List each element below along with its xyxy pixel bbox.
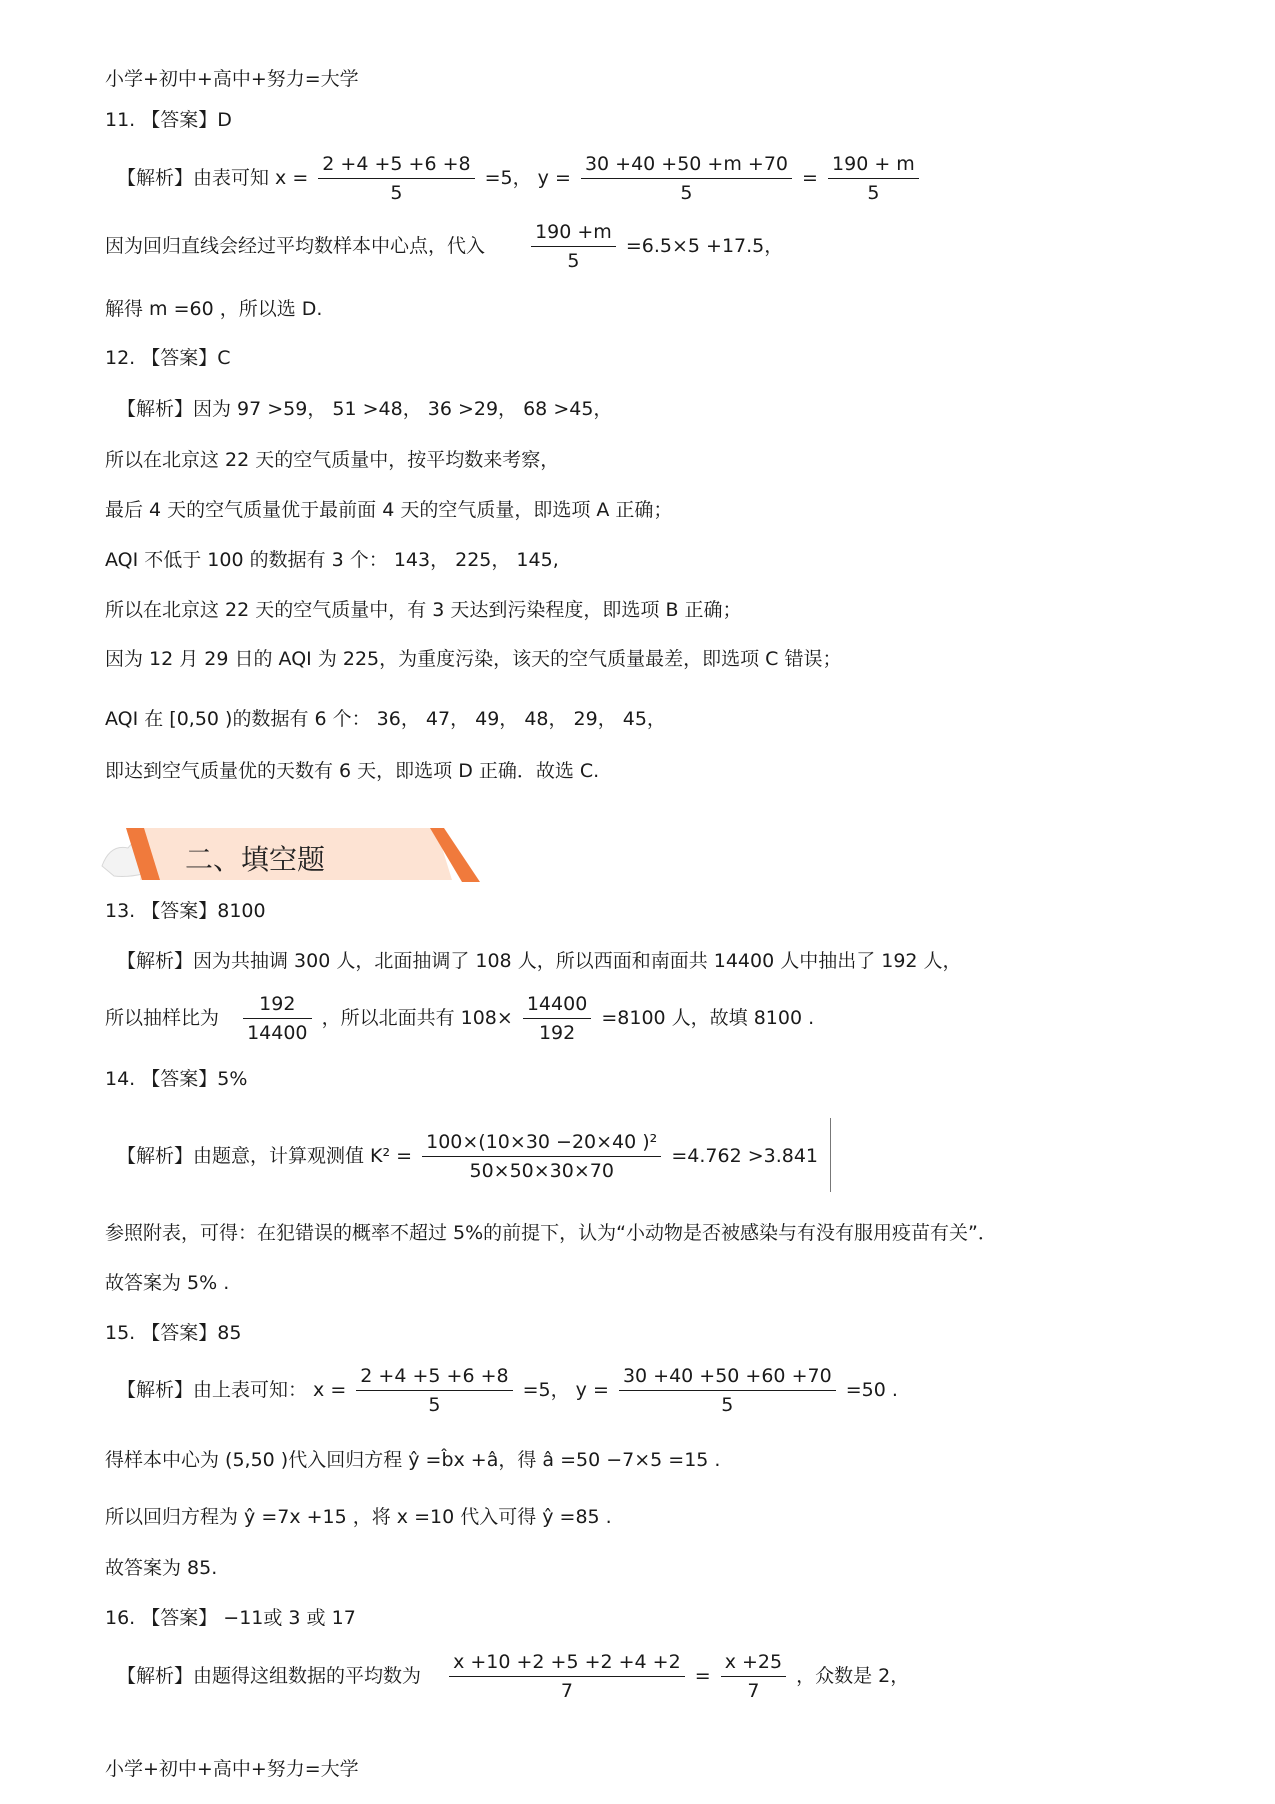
- q12-line7: AQI 在 [0,50 )的数据有 6 个： 36， 47， 49， 48， 29， 45，: [105, 708, 666, 730]
- q14-frac-k2: $\frac{\text{100×(10×30 −20×40 )²}}{50\times 50\times 30\times 70}$: [422, 1128, 661, 1185]
- q11-frac-sub: $\frac{190 +m}{5}$: [531, 218, 616, 275]
- q16-l1-text-a: 【解析】由题得这组数据的平均数为: [117, 1665, 422, 1687]
- q12-answer: 12. 【答案】C: [105, 347, 231, 369]
- q11-frac-ybar: $\frac{30 +40 +50 +m +70}{5}$: [581, 150, 792, 207]
- q16-l1-text-b: =: [694, 1665, 711, 1687]
- q15-line2: 得样本中心为 (5,50 )代入回归方程 ŷ =b̂x +â，得 â =50 −7×5 =15 .: [105, 1449, 721, 1471]
- q13-line2: [105, 990, 814, 1047]
- q12-line6: 因为 12 月 29 日的 AQI 为 225，为重度污染，该天的空气质量最差，即选项 C 错误；: [105, 648, 842, 670]
- q11-line2: [105, 218, 783, 275]
- q15-frac-xbar: $\frac{2 +4 +5 +6 +8}{5}$: [356, 1362, 512, 1419]
- q11-analysis: [117, 150, 923, 207]
- q16-l1-text-c: ，众数是 2，: [796, 1665, 910, 1687]
- q16-frac-simplified: $\frac{x +25}{7}$: [721, 1648, 786, 1705]
- q11-l2-text-a: 因为回归直线会经过平均数样本中心点，代入: [105, 235, 486, 257]
- q15-l1-text-a: 【解析】由上表可知： x =: [117, 1379, 347, 1401]
- q13-frac-north: $\frac{14400}{192}$: [523, 990, 591, 1047]
- q11-text-c: =: [802, 167, 818, 189]
- q13-l2-text-c: =8100 人，故填 8100 .: [601, 1007, 815, 1029]
- q14-l1-text-b: =4.762 >3.841: [671, 1145, 819, 1167]
- q13-l2-text-b: ，所以北面共有 108×: [321, 1007, 513, 1029]
- q15-frac-ybar: $\frac{30 +40 +50 +60 +70}{5}$: [619, 1362, 836, 1419]
- q11-l2-text-b: =6.5×5 +17.5，: [625, 235, 784, 257]
- q13-answer: 13. 【答案】8100: [105, 900, 266, 922]
- page-footer: 小学+初中+高中+努力=大学: [105, 1758, 359, 1780]
- q14-line2: 参照附表，可得：在犯错误的概率不超过 5%的前提下，认为“小动物是否被感染与有没有服用疫苗有关”．: [105, 1222, 997, 1244]
- q12-line4: AQI 不低于 100 的数据有 3 个： 143， 225， 145,: [105, 549, 559, 571]
- q14-l1-text-a: 【解析】由题意，计算观测值 K² =: [117, 1145, 413, 1167]
- q16-line1: [117, 1648, 909, 1705]
- q13-line1: 【解析】因为共抽调 300 人，北面抽调了 108 人，所以西面和南面共 14400 人中抽出了 192 人，: [117, 950, 962, 972]
- q12-line5: 所以在北京这 22 天的空气质量中，有 3 天达到污染程度，即选项 B 正确；: [105, 599, 742, 621]
- q15-line1: [117, 1362, 898, 1419]
- q12-line8: 即达到空气质量优的天数有 6 天，即选项 D 正确．故选 C.: [105, 760, 600, 782]
- q16-frac-mean: $\frac{x +10 +2 +5 +2 +4 +2}{7}$: [449, 1648, 685, 1705]
- q12-line1: 【解析】因为 97 >59， 51 >48， 36 >29， 68 >45，: [117, 398, 613, 420]
- q14-answer: 14. 【答案】5%: [105, 1068, 248, 1090]
- vertical-rule: [830, 1118, 831, 1192]
- q13-l2-text-a: 所以抽样比为: [105, 1007, 220, 1029]
- q11-frac-xbar: $\frac{2 +4 +5 +6 +8}{5}$: [318, 150, 474, 207]
- q12-line3: 最后 4 天的空气质量优于最前面 4 天的空气质量，即选项 A 正确；: [105, 499, 673, 521]
- q15-l1-text-b: =5， y =: [522, 1379, 609, 1401]
- q16-answer: 16. 【答案】 −11或 3 或 17: [105, 1607, 356, 1629]
- q14-line3: 故答案为 5% .: [105, 1272, 230, 1294]
- q11-text-b: =5， y =: [484, 167, 571, 189]
- q11-frac-ybar2: $\frac{190 + m}{5}$: [828, 150, 919, 207]
- q15-l1-text-c: =50 .: [845, 1379, 898, 1401]
- q15-line4: 故答案为 85.: [105, 1557, 218, 1579]
- page-header: 小学+初中+高中+努力=大学: [105, 68, 359, 90]
- q11-line3: 解得 m =60 ，所以选 D.: [105, 298, 323, 320]
- q13-frac-ratio: $\frac{192}{14400}$: [243, 990, 311, 1047]
- section-title: 二、填空题: [185, 843, 326, 876]
- q15-answer: 15. 【答案】85: [105, 1322, 242, 1344]
- q11-text-a: 【解析】由表可知 x =: [117, 167, 309, 189]
- q12-line2: 所以在北京这 22 天的空气质量中，按平均数来考察，: [105, 449, 560, 471]
- q14-line1: [117, 1128, 818, 1185]
- q15-line3: 所以回归方程为 ŷ =7x +15 ，将 x =10 代入可得 ŷ =85 .: [105, 1506, 612, 1528]
- q11-answer: 11. 【答案】D: [105, 109, 232, 131]
